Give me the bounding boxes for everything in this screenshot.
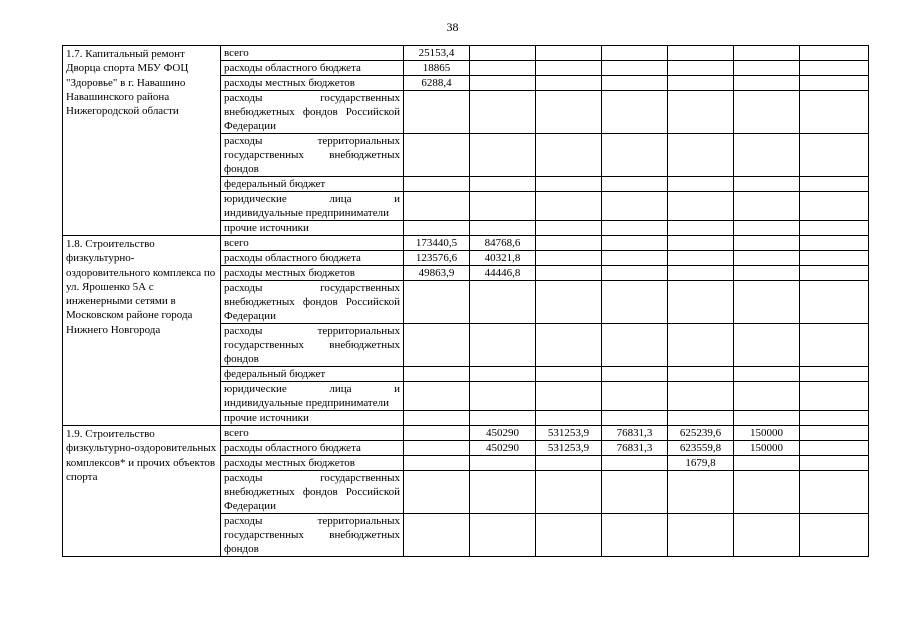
funding-source-cell: прочие источники	[221, 221, 404, 236]
budget-table-body	[63, 46, 869, 557]
amount-cell	[536, 192, 602, 221]
amount-cell	[668, 251, 734, 266]
amount-cell	[734, 251, 800, 266]
amount-cell	[404, 134, 470, 177]
amount-cell	[602, 324, 668, 367]
funding-source-cell: расходы территориальных государственных внебюджетных фондов	[221, 514, 404, 557]
amount-cell	[470, 471, 536, 514]
amount-cell	[602, 251, 668, 266]
amount-cell	[470, 411, 536, 426]
amount-cell	[602, 514, 668, 557]
funding-source-cell: федеральный бюджет	[221, 367, 404, 382]
amount-cell	[800, 324, 869, 367]
amount-cell	[800, 382, 869, 411]
amount-cell	[470, 46, 536, 61]
amount-cell: 450290	[470, 441, 536, 456]
amount-cell	[602, 367, 668, 382]
funding-source-cell: юридические лица и индивидуальные предприниматели	[221, 382, 404, 411]
amount-cell	[800, 134, 869, 177]
amount-cell	[800, 177, 869, 192]
amount-cell	[800, 426, 869, 441]
amount-cell	[800, 367, 869, 382]
amount-cell	[536, 76, 602, 91]
amount-cell	[734, 367, 800, 382]
amount-cell	[602, 236, 668, 251]
amount-cell	[536, 46, 602, 61]
amount-cell	[668, 281, 734, 324]
amount-cell	[404, 177, 470, 192]
amount-cell	[734, 471, 800, 514]
funding-source-cell: расходы государственных внебюджетных фондов Российской Федерации	[221, 471, 404, 514]
amount-cell	[470, 76, 536, 91]
amount-cell	[602, 91, 668, 134]
table-row	[63, 46, 869, 61]
amount-cell	[404, 281, 470, 324]
amount-cell	[668, 134, 734, 177]
funding-source-cell: расходы областного бюджета	[221, 251, 404, 266]
amount-cell: 25153,4	[404, 46, 470, 61]
amount-cell	[536, 456, 602, 471]
amount-cell	[734, 411, 800, 426]
amount-cell	[404, 192, 470, 221]
amount-cell: 40321,8	[470, 251, 536, 266]
measure-name-cell: 1.8. Строительство физкультурно-оздоровительного комплекса по ул. Ярошенко 5А с инженерными сетями в Московском районе города Нижнего Новгорода	[63, 236, 221, 426]
amount-cell: 76831,3	[602, 441, 668, 456]
amount-cell	[668, 61, 734, 76]
amount-cell	[800, 266, 869, 281]
amount-cell	[470, 382, 536, 411]
amount-cell	[734, 382, 800, 411]
amount-cell	[668, 221, 734, 236]
amount-cell	[470, 177, 536, 192]
amount-cell	[734, 76, 800, 91]
amount-cell: 531253,9	[536, 441, 602, 456]
amount-cell	[470, 281, 536, 324]
amount-cell	[470, 456, 536, 471]
amount-cell	[734, 514, 800, 557]
amount-cell: 1679,8	[668, 456, 734, 471]
funding-source-cell: расходы государственных внебюджетных фондов Российской Федерации	[221, 91, 404, 134]
amount-cell	[602, 46, 668, 61]
amount-cell	[800, 46, 869, 61]
amount-cell	[404, 471, 470, 514]
amount-cell	[404, 426, 470, 441]
amount-cell	[470, 367, 536, 382]
funding-source-cell: расходы областного бюджета	[221, 61, 404, 76]
amount-cell	[404, 367, 470, 382]
amount-cell	[536, 134, 602, 177]
amount-cell	[800, 514, 869, 557]
amount-cell	[602, 266, 668, 281]
amount-cell	[404, 411, 470, 426]
amount-cell	[536, 61, 602, 76]
amount-cell	[470, 91, 536, 134]
amount-cell	[536, 411, 602, 426]
amount-cell: 531253,9	[536, 426, 602, 441]
amount-cell	[800, 61, 869, 76]
amount-cell	[470, 61, 536, 76]
amount-cell	[536, 266, 602, 281]
amount-cell	[668, 91, 734, 134]
amount-cell	[668, 192, 734, 221]
amount-cell	[470, 192, 536, 221]
amount-cell	[470, 514, 536, 557]
amount-cell: 44446,8	[470, 266, 536, 281]
amount-cell: 76831,3	[602, 426, 668, 441]
amount-cell	[470, 134, 536, 177]
amount-cell	[470, 324, 536, 367]
measure-name-cell: 1.9. Строительство физкультурно-оздоровительных комплексов* и прочих объектов спорта	[63, 426, 221, 557]
funding-source-cell: расходы областного бюджета	[221, 441, 404, 456]
amount-cell	[602, 382, 668, 411]
amount-cell	[734, 134, 800, 177]
amount-cell	[668, 177, 734, 192]
amount-cell	[536, 177, 602, 192]
funding-source-cell: всего	[221, 236, 404, 251]
budget-table	[62, 45, 869, 557]
amount-cell	[668, 471, 734, 514]
amount-cell	[800, 192, 869, 221]
amount-cell: 150000	[734, 426, 800, 441]
amount-cell	[602, 456, 668, 471]
funding-source-cell: расходы территориальных государственных внебюджетных фондов	[221, 324, 404, 367]
amount-cell	[734, 192, 800, 221]
funding-source-cell: всего	[221, 46, 404, 61]
amount-cell	[800, 456, 869, 471]
amount-cell	[536, 221, 602, 236]
funding-source-cell: расходы местных бюджетов	[221, 456, 404, 471]
amount-cell: 6288,4	[404, 76, 470, 91]
amount-cell	[734, 236, 800, 251]
amount-cell	[404, 441, 470, 456]
amount-cell: 625239,6	[668, 426, 734, 441]
amount-cell	[536, 236, 602, 251]
amount-cell	[734, 177, 800, 192]
funding-source-cell: федеральный бюджет	[221, 177, 404, 192]
amount-cell	[800, 76, 869, 91]
measure-name-cell: 1.7. Капитальный ремонт Дворца спорта МБУ ФОЦ "Здоровье" в г. Навашино Навашинского района Нижегородской области	[63, 46, 221, 236]
amount-cell	[536, 514, 602, 557]
amount-cell	[800, 281, 869, 324]
amount-cell	[404, 382, 470, 411]
amount-cell	[668, 514, 734, 557]
amount-cell	[536, 367, 602, 382]
amount-cell	[602, 76, 668, 91]
amount-cell	[536, 281, 602, 324]
funding-source-cell: всего	[221, 426, 404, 441]
table-row	[63, 426, 869, 441]
amount-cell	[536, 324, 602, 367]
amount-cell	[602, 411, 668, 426]
amount-cell: 84768,6	[470, 236, 536, 251]
funding-source-cell: расходы местных бюджетов	[221, 76, 404, 91]
amount-cell	[668, 236, 734, 251]
amount-cell	[800, 441, 869, 456]
amount-cell: 49863,9	[404, 266, 470, 281]
amount-cell	[602, 281, 668, 324]
amount-cell	[602, 192, 668, 221]
amount-cell	[668, 367, 734, 382]
amount-cell	[536, 471, 602, 514]
amount-cell: 18865	[404, 61, 470, 76]
funding-source-cell: прочие источники	[221, 411, 404, 426]
amount-cell	[734, 281, 800, 324]
amount-cell	[734, 61, 800, 76]
funding-source-cell: расходы государственных внебюджетных фондов Российской Федерации	[221, 281, 404, 324]
page-number: 38	[446, 20, 459, 34]
amount-cell: 123576,6	[404, 251, 470, 266]
amount-cell	[734, 221, 800, 236]
amount-cell	[734, 91, 800, 134]
amount-cell: 623559,8	[668, 441, 734, 456]
amount-cell	[602, 134, 668, 177]
funding-source-cell: расходы местных бюджетов	[221, 266, 404, 281]
amount-cell	[404, 514, 470, 557]
amount-cell	[800, 251, 869, 266]
amount-cell: 150000	[734, 441, 800, 456]
amount-cell	[734, 456, 800, 471]
amount-cell	[668, 266, 734, 281]
amount-cell	[668, 46, 734, 61]
amount-cell	[404, 324, 470, 367]
amount-cell	[536, 251, 602, 266]
amount-cell	[668, 411, 734, 426]
amount-cell	[734, 46, 800, 61]
amount-cell	[536, 91, 602, 134]
amount-cell	[404, 221, 470, 236]
amount-cell	[668, 324, 734, 367]
table-row	[63, 236, 869, 251]
amount-cell	[602, 177, 668, 192]
amount-cell: 173440,5	[404, 236, 470, 251]
amount-cell	[800, 471, 869, 514]
amount-cell	[404, 456, 470, 471]
amount-cell	[668, 382, 734, 411]
funding-source-cell: юридические лица и индивидуальные предприниматели	[221, 192, 404, 221]
amount-cell	[470, 221, 536, 236]
amount-cell	[734, 266, 800, 281]
amount-cell	[602, 471, 668, 514]
amount-cell	[536, 382, 602, 411]
amount-cell	[800, 91, 869, 134]
amount-cell	[602, 221, 668, 236]
funding-source-cell: расходы территориальных государственных внебюджетных фондов	[221, 134, 404, 177]
amount-cell	[668, 76, 734, 91]
amount-cell	[602, 61, 668, 76]
amount-cell	[800, 411, 869, 426]
amount-cell	[800, 236, 869, 251]
amount-cell: 450290	[470, 426, 536, 441]
amount-cell	[800, 221, 869, 236]
amount-cell	[404, 91, 470, 134]
amount-cell	[734, 324, 800, 367]
